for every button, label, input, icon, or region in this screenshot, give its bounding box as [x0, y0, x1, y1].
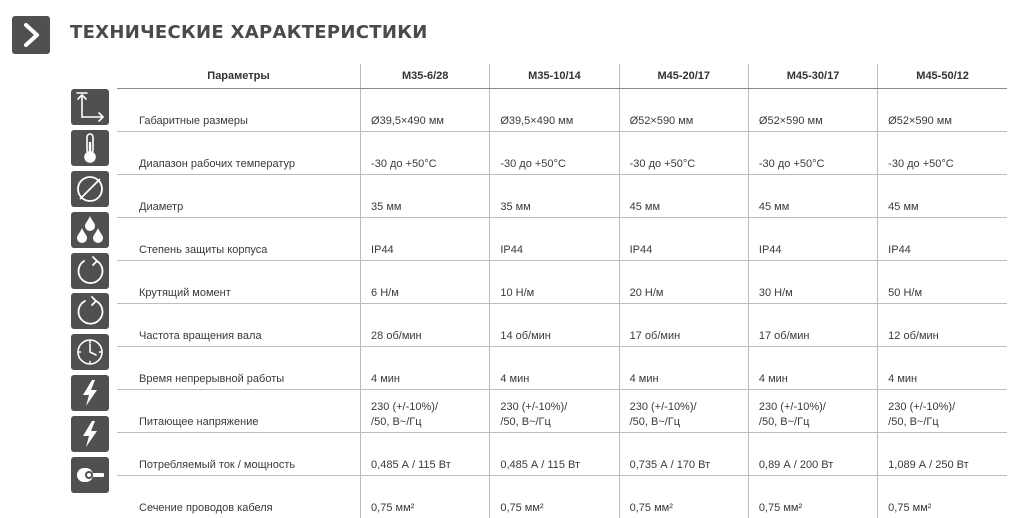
spec-value: -30 до +50°С — [878, 132, 1007, 175]
spec-value: 14 об/мин — [490, 304, 619, 347]
spec-value: 35 мм — [361, 175, 490, 218]
spec-value: 230 (+/-10%)/ /50, В~/Гц — [361, 390, 490, 433]
param-label: Габаритные размеры — [117, 89, 361, 132]
param-label: Сечение проводов кабеля — [117, 476, 361, 518]
spec-value: 45 мм — [748, 175, 877, 218]
param-label: Крутящий момент — [117, 261, 361, 304]
table-row — [117, 304, 1007, 347]
spec-value: 0,75 мм² — [878, 476, 1007, 518]
column-header: М45-30/17 — [748, 64, 877, 89]
param-label: Время непрерывной работы — [117, 347, 361, 390]
spec-value: 50 Н/м — [878, 261, 1007, 304]
spec-value: 230 (+/-10%)/ /50, В~/Гц — [748, 390, 877, 433]
spec-value: 1,089 А / 250 Вт — [878, 433, 1007, 476]
spec-value: 4 мин — [361, 347, 490, 390]
spec-value: 20 Н/м — [619, 261, 748, 304]
spec-value: 230 (+/-10%)/ /50, В~/Гц — [878, 390, 1007, 433]
spec-value: IP44 — [619, 218, 748, 261]
cable-icon — [71, 457, 109, 493]
spec-value: 17 об/мин — [619, 304, 748, 347]
spec-value: 4 мин — [878, 347, 1007, 390]
spec-value: Ø52×590 мм — [748, 89, 877, 132]
spec-value: 0,75 мм² — [748, 476, 877, 518]
column-header: М45-20/17 — [619, 64, 748, 89]
table-row — [117, 261, 1007, 304]
shaft-rotation-icon — [71, 293, 109, 329]
param-label: Питающее напряжение — [117, 390, 361, 433]
lightning-voltage-icon — [71, 375, 109, 411]
spec-value: 0,735 А / 170 Вт — [619, 433, 748, 476]
table-row — [117, 175, 1007, 218]
torque-rotation-icon — [71, 253, 109, 289]
table-row — [117, 132, 1007, 175]
spec-value: 45 мм — [878, 175, 1007, 218]
thermometer-icon — [71, 130, 109, 166]
page-title: ТЕХНИЧЕСКИЕ ХАРАКТЕРИСТИКИ — [70, 22, 428, 43]
param-label: Частота вращения вала — [117, 304, 361, 347]
spec-value: -30 до +50°С — [490, 132, 619, 175]
spec-value: Ø52×590 мм — [878, 89, 1007, 132]
spec-value: Ø52×590 мм — [619, 89, 748, 132]
table-row — [117, 433, 1007, 476]
spec-value: 230 (+/-10%)/ /50, В~/Гц — [490, 390, 619, 433]
spec-value: -30 до +50°С — [619, 132, 748, 175]
spec-value: 0,485 А / 115 Вт — [490, 433, 619, 476]
water-drops-icon — [71, 212, 109, 248]
spec-value: 12 об/мин — [878, 304, 1007, 347]
param-label: Потребляемый ток / мощность — [117, 433, 361, 476]
spec-value: 4 мин — [490, 347, 619, 390]
spec-value: 0,89 А / 200 Вт — [748, 433, 877, 476]
chevron-right-icon — [12, 16, 50, 54]
column-header: М35-6/28 — [361, 64, 490, 89]
clock-icon — [71, 334, 109, 370]
table-row — [117, 89, 1007, 132]
param-label: Степень защиты корпуса — [117, 218, 361, 261]
spec-value: 17 об/мин — [748, 304, 877, 347]
spec-value: Ø39,5×490 мм — [490, 89, 619, 132]
specs-table — [117, 64, 1007, 518]
spec-value: IP44 — [748, 218, 877, 261]
spec-value: 6 Н/м — [361, 261, 490, 304]
diameter-icon — [71, 171, 109, 207]
spec-value: 4 мин — [619, 347, 748, 390]
spec-value: -30 до +50°С — [748, 132, 877, 175]
spec-value: Ø39,5×490 мм — [361, 89, 490, 132]
table-row — [117, 476, 1007, 518]
table-row — [117, 218, 1007, 261]
table-row — [117, 347, 1007, 390]
spec-value: 0,75 мм² — [619, 476, 748, 518]
spec-value: 45 мм — [619, 175, 748, 218]
spec-value: IP44 — [490, 218, 619, 261]
spec-value: 35 мм — [490, 175, 619, 218]
spec-value: 4 мин — [748, 347, 877, 390]
param-label: Диапазон рабочих температур — [117, 132, 361, 175]
column-header: М35-10/14 — [490, 64, 619, 89]
spec-value: 0,75 мм² — [490, 476, 619, 518]
lightning-power-icon — [71, 416, 109, 452]
param-label: Диаметр — [117, 175, 361, 218]
spec-value: 0,485 А / 115 Вт — [361, 433, 490, 476]
spec-value: 28 об/мин — [361, 304, 490, 347]
spec-value: 30 Н/м — [748, 261, 877, 304]
spec-value: IP44 — [878, 218, 1007, 261]
spec-value: 10 Н/м — [490, 261, 619, 304]
spec-value: -30 до +50°С — [361, 132, 490, 175]
icon-column — [71, 89, 109, 498]
spec-value: 230 (+/-10%)/ /50, В~/Гц — [619, 390, 748, 433]
table-header-row — [117, 64, 1007, 89]
spec-value: IP44 — [361, 218, 490, 261]
spec-value: 0,75 мм² — [361, 476, 490, 518]
column-header: Параметры — [117, 64, 361, 89]
column-header: М45-50/12 — [878, 64, 1007, 89]
table-row — [117, 390, 1007, 433]
dimensions-arrows-icon — [71, 89, 109, 125]
